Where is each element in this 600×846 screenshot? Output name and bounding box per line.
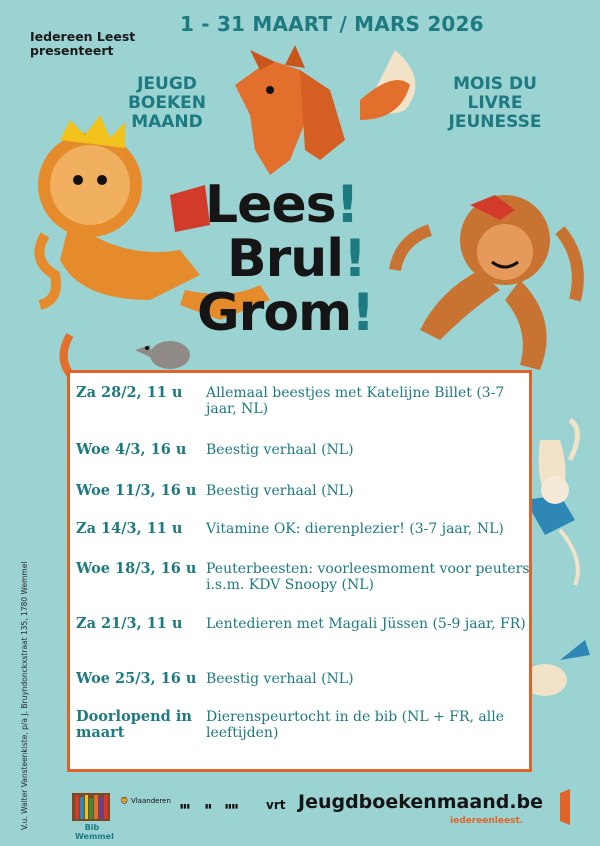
- partner-logo-icon: ▮▮▮: [180, 803, 190, 810]
- program-activity: Allemaal beestjes met Katelijne Billet (3-7 jaar, NL): [206, 385, 505, 417]
- program-date: Za 21/3, 11 u: [76, 615, 183, 632]
- title-word: Grom: [197, 283, 352, 343]
- program-activity: Vitamine OK: dierenplezier! (3-7 jaar, NL): [206, 521, 504, 537]
- book-logo-icon: [558, 787, 572, 827]
- program-date: Za 28/2, 11 u: [76, 384, 183, 401]
- partner-logo-icon: ▮▮▮▮: [225, 803, 239, 810]
- event-date: 1 - 31 MAART / MARS 2026: [180, 12, 484, 36]
- program-activity: Peuterbeesten: voorleesmoment voor peuters i.s.m. KDV Snoopy (NL): [206, 561, 530, 593]
- vlaanderen-logo: [120, 797, 171, 805]
- dutch-title-line: BOEKEN: [127, 93, 207, 113]
- dutch-title-line: JEUGD: [137, 74, 197, 94]
- title-exclamation: !: [351, 283, 374, 343]
- lion-emblem-icon: 🦁: [120, 797, 129, 805]
- program-date: Woe 18/3, 16 u: [76, 560, 197, 577]
- partner-logo-icon: ▮▮: [205, 803, 212, 810]
- monkey-illustration: [395, 195, 578, 370]
- program-activity: Lentedieren met Magali Jüssen (5-9 jaar, FR): [206, 616, 526, 632]
- french-title-line: MOIS DU: [453, 74, 537, 94]
- title-word: Lees: [205, 175, 336, 235]
- program-activity: Beestig verhaal (NL): [206, 442, 354, 458]
- website-link[interactable]: Jeugdboekenmaand.be: [298, 791, 544, 813]
- program-activity: Beestig verhaal (NL): [206, 483, 354, 499]
- dutch-title-line: MAAND: [131, 112, 203, 132]
- bib-logo-icon: [70, 785, 112, 825]
- fox-illustration: [235, 45, 415, 175]
- main-title: [197, 175, 374, 343]
- presenter-label: presenteert: [30, 43, 114, 58]
- brand-label: iedereenleest.: [450, 816, 524, 826]
- title-exclamation: !: [343, 229, 366, 289]
- french-title-line: JEUNESSE: [448, 112, 542, 132]
- program-date: Woe 25/3, 16 u: [76, 670, 197, 687]
- footer-logos: [70, 785, 600, 840]
- presenter-name: Iedereen Leest: [30, 29, 136, 44]
- bib-label: Bib Wemmel: [75, 823, 114, 841]
- french-title-line: LIVRE: [467, 93, 523, 113]
- program-activity: Beestig verhaal (NL): [206, 671, 354, 687]
- publisher-notice: V.u. Walter Vansteenkiste, p/a J. Bruyndonckxstraat 135, 1780 Wemmel: [20, 561, 29, 830]
- title-word: Brul: [227, 229, 344, 289]
- vlaanderen-label: Vlaanderen: [130, 797, 171, 805]
- goat-illustration: [523, 640, 590, 696]
- program-date: Za 14/3, 11 u: [76, 520, 183, 537]
- title-exclamation: !: [335, 175, 359, 235]
- program-box: [67, 370, 532, 772]
- program-date: Woe 4/3, 16 u: [76, 441, 187, 458]
- program-date: Woe 11/3, 16 u: [76, 482, 197, 499]
- vrt-logo: vrt: [266, 798, 286, 812]
- program-activity: Dierenspeurtocht in de bib (NL + FR, alle leeftijden): [206, 709, 504, 741]
- program-date: Doorlopend in maart: [76, 708, 192, 741]
